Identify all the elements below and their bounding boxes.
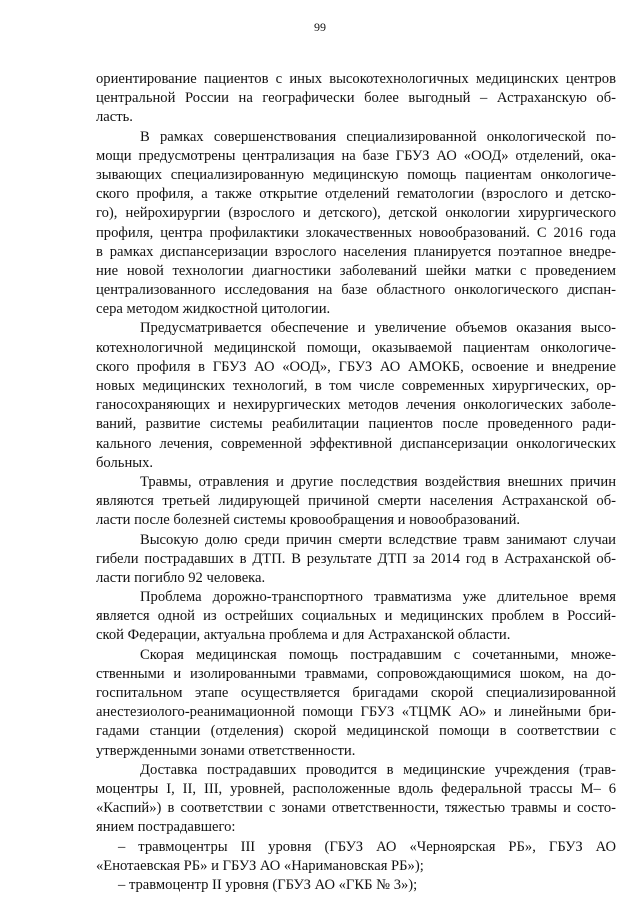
text-line: новых медицинских технологий, в том числе современных хирургических, ор- [96,378,616,394]
text-line: Высокую долю среди причин смерти вследствие травм занимают случаи [140,531,616,548]
text-line: ского профиля, а также открытие отделений гематологии (взрослого и детско- [96,186,616,203]
text-line: гибели пострадавших в ДТП. В результате ДТП за 2014 год в Астраханской об- [96,550,616,567]
text-line: является одной из острейших социальных и медицинских проблем в Россий- [96,608,616,625]
paragraph-emergency-care [96,646,616,761]
paragraph-road-deaths [96,531,616,589]
paragraph-patient-delivery [96,761,616,838]
text-line: госпитальном этапе осуществляется бригадами скорой специализированной [96,685,616,701]
text-line: – травмоцентры III уровня (ГБУЗ АО «Черноярская РБ», ГБУЗ АО [118,838,616,855]
text-line: янием пострадавшего: [96,819,236,836]
page-number: 99 [314,20,326,34]
text-line: централизованного исследования на базе областного онкологического диспан- [96,282,616,299]
text-line: «Енотаевская РБ» и ГБУЗ АО «Наримановская РБ»); [96,857,424,874]
text-line: ласти после болезней системы кровообращения и новообразований. [96,512,521,529]
text-line: моцентры I, II, III, уровней, расположенные вдоль федеральной трассы М– 6 [96,780,616,797]
text-line: анестезиолого-реанимационной помощи ГБУЗ «ТЦМК АО» и линейными бри- [96,704,616,721]
text-line: утвержденными зонами ответственности. [96,742,356,759]
text-line: ского профиля в ГБУЗ АО «ООД», ГБУЗ АО АМОКБ, освоение и внедрение [96,358,616,375]
text-line: зывающих специализированную медицинскую помощь пациентам онкологиче- [96,166,616,183]
document-body [96,70,616,895]
text-line: котехнологичной медицинской помощи, оказываемой пациентам онкологиче- [96,339,616,356]
text-line: В рамках совершенствования специализированной онкологической по- [140,128,616,145]
text-line: Травмы, отравления и другие последствия воздействия внешних причин [140,473,616,490]
text-line: ственными и изолированными травмами, сопровождающимися шоком, на до- [96,665,616,682]
text-line: ласти погибло 92 человека. [96,569,266,586]
paragraph-road-traffic-problem [96,588,616,646]
text-line: Скорая медицинская помощь пострадавшим с сочетанными, множе- [140,646,616,663]
text-line: ваний, развитие системы реабилитации пациентов после проведенного ради- [96,416,616,433]
paragraph-continuation [96,70,616,128]
text-line: Доставка пострадавших проводится в медицинские учреждения (трав- [140,761,616,778]
paragraph-injuries [96,473,616,531]
text-line: в рамках диспансеризации взрослого населения планируется поэтапное внедре- [96,243,616,260]
text-line: кального лечения, современной эффективной диспансеризации онкологических [96,435,616,452]
text-line: центральной России на географически более выгодный – Астраханскую об- [96,90,616,107]
text-line: мощи предусмотрены централизация на базе ГБУЗ АО «ООД» отделений, ока- [96,147,616,164]
text-line: «Каспий») в соответствии с зонами ответственности, тяжестью травмы и состо- [96,800,616,817]
text-line: го), нейрохирургии (взрослого и детского), детской онкологии хирургического [96,205,616,222]
text-line: Предусматривается обеспечение и увеличение объемов оказания высо- [140,320,616,337]
paragraph-oncology-centralization [96,128,616,320]
text-line: больных. [96,454,154,471]
text-line: являются третьей лидирующей причиной смерти населения Астраханской об- [96,493,616,510]
list-item-trauma-centers-level-3 [96,838,616,876]
text-line: Проблема дорожно-транспортного травматизма уже длительное время [140,589,616,606]
text-line: профиля, центра профилактики злокачественных новообразований. С 2016 года [96,224,616,241]
text-line: ганосохраняющих и нехирургических методов лечения онкологических заболе- [96,397,616,414]
text-line: ориентирование пациентов с иных высокотехнологичных медицинских центров [96,71,616,87]
text-line: сера методом жидкостной цитологии. [96,301,331,318]
text-line: ской Федерации, актуальна проблема и для Астраханской области. [96,627,511,644]
text-line: ласть. [96,109,133,126]
text-line: гадами станции (отделения) скорой медицинской помощи в соответствии с [96,723,616,740]
paragraph-high-tech-care [96,319,616,473]
text-line: – травмоцентр II уровня (ГБУЗ АО «ГКБ № 3»); [118,876,418,893]
list-item-trauma-center-level-2 [96,876,616,895]
text-line: ние новой технологии диагностики заболеваний шейки матки с проведением [96,262,616,279]
